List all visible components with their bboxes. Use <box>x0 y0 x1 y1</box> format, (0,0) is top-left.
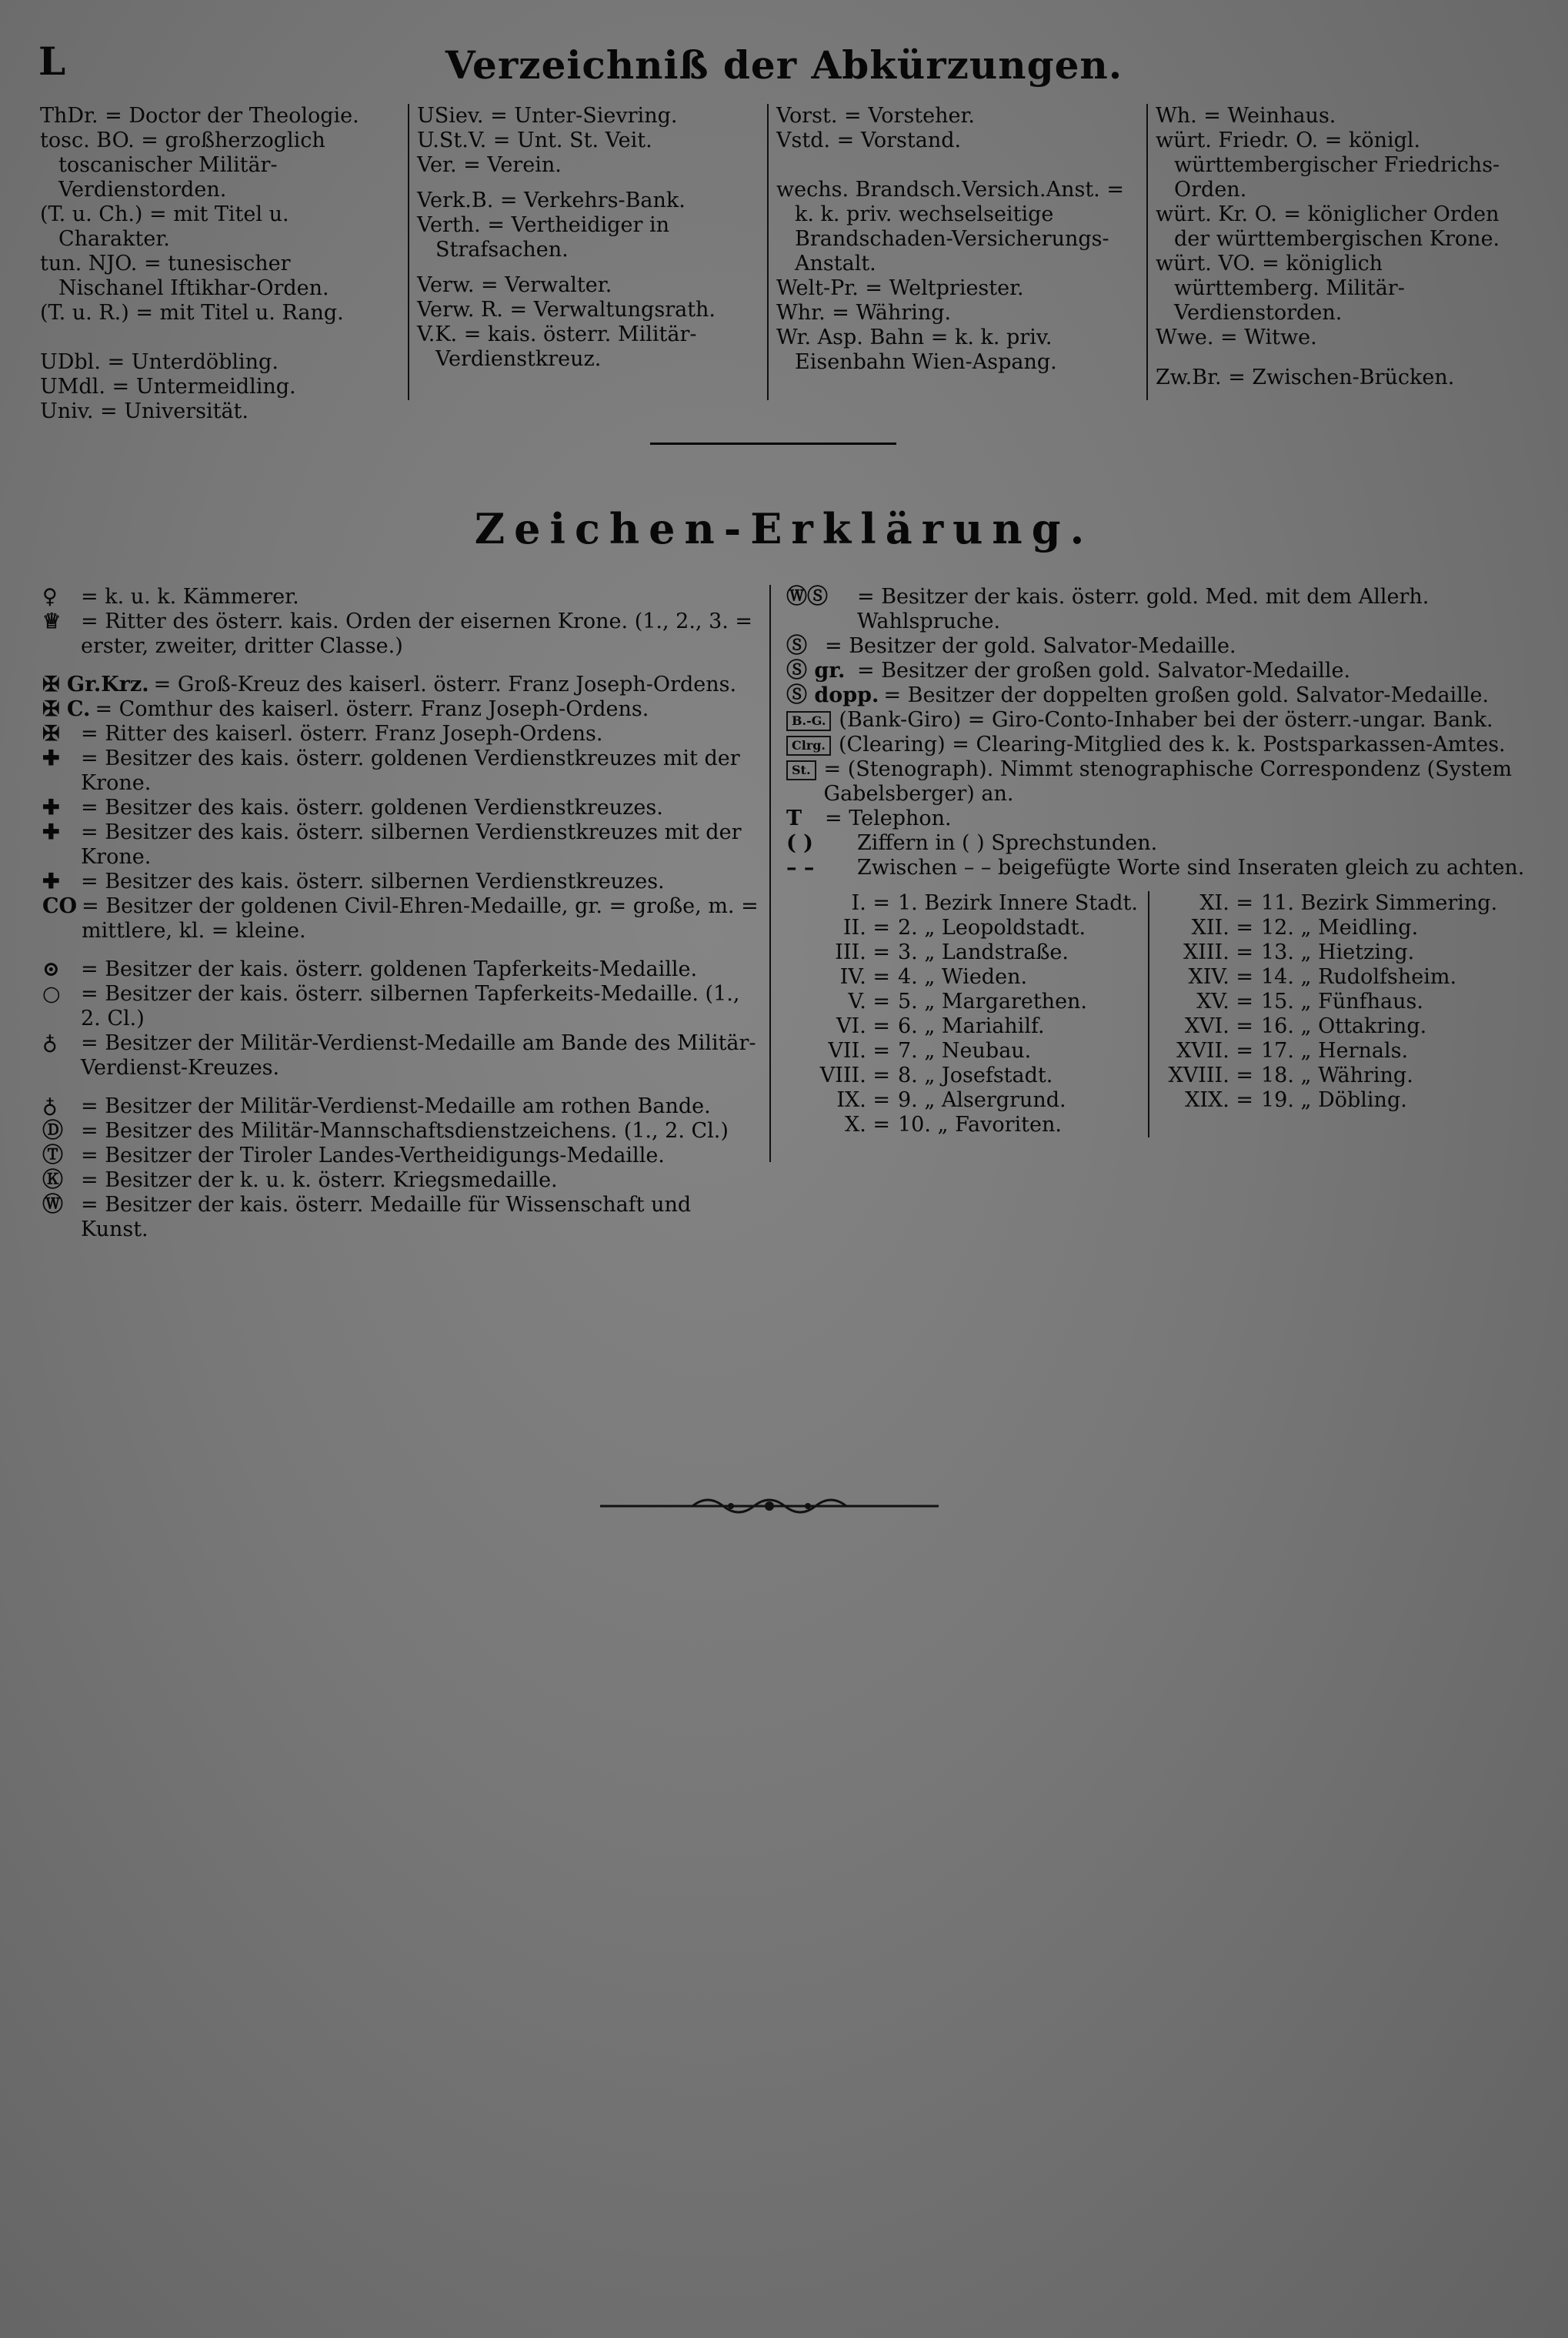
district-row: II. = 2. „ Leopoldstadt. <box>842 916 1086 940</box>
bravery-medal-icon: ○ <box>42 982 61 1006</box>
order-cross-icon: ✠ Gr.Krz. <box>42 673 149 696</box>
abbr-entry: Verth. = Vertheidiger in Strafsachen. <box>417 213 669 262</box>
stenograph-icon: St. <box>786 760 816 780</box>
military-medal-icon: ♁ <box>42 1094 58 1118</box>
sign-entry: ♀ = k. u. k. Kämmerer. <box>42 585 299 609</box>
sign-entry: Ⓦ = Besitzer der kais. österr. Medaille für Wissenschaft und Kunst. <box>42 1193 692 1241</box>
war-medal-icon: Ⓚ <box>42 1168 63 1192</box>
sign-entry: St. = (Stenograph). Nimmt stenographische Correspondenz (System Gabelsberger) an. <box>786 757 1531 807</box>
merit-cross-icon: ✚ <box>42 870 60 893</box>
district-row: VII. = 7. „ Neubau. <box>828 1039 1032 1063</box>
science-medal-icon: Ⓦ <box>42 1193 63 1217</box>
salvator-medal-icon: Ⓢ gr. <box>786 659 846 683</box>
signs-title: Zeichen-Erklärung. <box>474 504 1094 553</box>
sign-entry: ✚ = Besitzer des kais. österr. goldenen Verdienstkreuzes. <box>42 796 663 820</box>
ornament-divider <box>600 1489 939 1528</box>
district-row: I. = 1. Bezirk Innere Stadt. <box>851 891 1138 915</box>
district-row: XV. = 15. „ Fünfhaus. <box>1196 990 1423 1014</box>
sign-entry: Ⓚ = Besitzer der k. u. k. österr. Kriegsmedaille. <box>42 1168 558 1192</box>
sign-entry: ( ) Ziffern in ( ) Sprechstunden. <box>786 831 1158 855</box>
abbreviations-title: Verzeichniß der Abkürzungen. <box>445 42 1123 88</box>
district-row: XVIII. = 18. „ Währing. <box>1168 1064 1413 1087</box>
tyrol-medal-icon: Ⓣ <box>42 1144 63 1167</box>
abbr-entry: würt. Kr. O. = königlicher Orden der württembergischen Krone. <box>1156 202 1500 251</box>
abbr-column-2 <box>408 104 762 400</box>
abbr-entry: Wr. Asp. Bahn = k. k. priv. Eisenbahn Wien-Aspang. <box>776 326 1057 374</box>
district-list <box>786 891 1531 1137</box>
sign-entry: ♁ = Besitzer der Militär-Verdienst-Medaille am Bande des Militär-Verdienst-Kreuzes. <box>42 1031 756 1080</box>
abbr-entry: würt. VO. = königlich württemberg. Militär-Verdienstorden. <box>1156 252 1405 325</box>
abbr-column-3 <box>767 104 1140 400</box>
merit-cross-icon: ✚ <box>42 746 60 770</box>
motto-medal-icon: ⓌⓈ <box>786 585 828 609</box>
service-badge-icon: Ⓓ <box>42 1119 63 1143</box>
abbr-entry: Vorst. = Vorsteher. <box>776 104 976 128</box>
abbr-entry: V.K. = kais. österr. Militär-Verdienstkreuz. <box>417 322 697 371</box>
telephone-icon: T <box>786 807 802 830</box>
bank-giro-icon: B.-G. <box>786 711 831 731</box>
sign-entry: CO = Besitzer der goldenen Civil-Ehren-Medaille, gr. = große, m. = mittlere, kl. = kleine. <box>42 894 759 943</box>
sign-entry: Clrg. (Clearing) = Clearing-Mitglied des k. k. Postsparkassen-Amtes. <box>786 733 1531 757</box>
abbr-entry: würt. Friedr. O. = königl. württembergischer Friedrichs-Orden. <box>1156 129 1500 202</box>
merit-cross-icon: ✚ <box>42 820 60 844</box>
order-cross-icon: ✠ C. <box>42 697 91 721</box>
abbr-entry: tun. NJO. = tunesischer Nischanel Iftikhar-Orden. <box>40 252 329 300</box>
abbr-entry: Ver. = Verein. <box>417 153 562 177</box>
district-row: IV. = 4. „ Wieden. <box>839 965 1028 989</box>
sign-entry: ✠ Gr.Krz. = Groß-Kreuz des kaiserl. österr. Franz Joseph-Ordens. <box>42 673 737 696</box>
order-cross-icon: ✠ <box>42 722 60 746</box>
sign-entry: – – Zwischen – – beigefügte Worte sind Inseraten gleich zu achten. <box>786 856 1525 880</box>
bravery-medal-icon: ⊙ <box>42 957 60 981</box>
sign-entry: Ⓢ dopp. = Besitzer der doppelten großen gold. Salvator-Medaille. <box>786 683 1490 707</box>
abbr-entry: UDbl. = Unterdöbling. <box>40 350 279 374</box>
sign-entry: ♕ = Ritter des österr. kais. Orden der eisernen Krone. (1., 2., 3. = erster, zweiter, dritter Classe.) <box>42 610 753 658</box>
abbr-column-4 <box>1146 104 1523 400</box>
sign-entry: Ⓣ = Besitzer der Tiroler Landes-Vertheidigungs-Medaille. <box>42 1144 665 1167</box>
sign-entry: ♁ = Besitzer der Militär-Verdienst-Medaille am rothen Bande. <box>42 1094 711 1118</box>
signs-left-column <box>42 585 762 1242</box>
district-column-right <box>1149 891 1511 1137</box>
merit-cross-icon: ✚ <box>42 796 60 820</box>
abbr-entry: tosc. BO. = großherzoglich toscanischer Militär-Verdienstorden. <box>40 129 325 202</box>
district-row: XIV. = 14. „ Rudolfsheim. <box>1188 965 1457 989</box>
abbr-entry: (T. u. Ch.) = mit Titel u. Charakter. <box>40 202 289 251</box>
sign-entry: Ⓢ gr. = Besitzer der großen gold. Salvator-Medaille. <box>786 659 1351 683</box>
signs-right-column <box>769 585 1531 1162</box>
sign-entry: ○ = Besitzer der kais. österr. silbernen Tapferkeits-Medaille. (1., 2. Cl.) <box>42 982 740 1030</box>
sign-entry: T = Telephon. <box>786 807 952 830</box>
abbr-entry: Verw. = Verwalter. <box>417 273 612 297</box>
sign-entry: Ⓢ = Besitzer der gold. Salvator-Medaille. <box>786 634 1236 658</box>
abbreviations-columns <box>40 104 1521 423</box>
parentheses-icon: ( ) <box>786 831 813 855</box>
district-row: XVI. = 16. „ Ottakring. <box>1184 1014 1427 1038</box>
abbr-entry: Univ. = Universität. <box>40 399 249 423</box>
district-row: XVII. = 17. „ Hernals. <box>1176 1039 1409 1063</box>
district-row: VIII. = 8. „ Josefstadt. <box>819 1064 1053 1087</box>
district-row: III. = 3. „ Landstraße. <box>835 940 1069 964</box>
clearing-icon: Clrg. <box>786 736 831 756</box>
civil-medal-icon: CO <box>42 894 78 918</box>
abbr-entry: Whr. = Währing. <box>776 301 952 325</box>
district-row: XIII. = 13. „ Hietzing. <box>1183 940 1415 964</box>
sign-entry: ✚ = Besitzer des kais. österr. silbernen Verdienstkreuzes. <box>42 870 665 893</box>
abbr-entry: USiev. = Unter-Sievring. <box>417 104 678 128</box>
abbr-entry: Zw.Br. = Zwischen-Brücken. <box>1156 366 1455 389</box>
district-row: V. = 5. „ Margarethen. <box>848 990 1088 1014</box>
salvator-medal-icon: Ⓢ <box>786 634 807 658</box>
dash-icon: – – <box>786 856 815 880</box>
page-letter: L <box>38 38 66 84</box>
district-row: IX. = 9. „ Alsergrund. <box>836 1088 1066 1112</box>
chamberlain-key-icon: ♀ <box>42 585 58 609</box>
district-row: XIX. = 19. „ Döbling. <box>1185 1088 1407 1112</box>
abbr-entry: Verw. R. = Verwaltungsrath. <box>417 298 716 322</box>
sign-entry: B.-G. (Bank-Giro) = Giro-Conto-Inhaber bei der österr.-ungar. Bank. <box>786 708 1531 733</box>
abbr-entry: Vstd. = Vorstand. <box>776 129 962 152</box>
abbr-entry: Wwe. = Witwe. <box>1156 326 1317 349</box>
iron-crown-icon: ♕ <box>42 610 62 633</box>
sign-entry: ✠ C. = Comthur des kaiserl. österr. Franz Joseph-Ordens. <box>42 697 649 721</box>
abbr-entry: (T. u. R.) = mit Titel u. Rang. <box>40 301 344 325</box>
salvator-medal-icon: Ⓢ dopp. <box>786 683 879 707</box>
district-row: XI. = 11. Bezirk Simmering. <box>1199 891 1498 915</box>
sign-entry: ✚ = Besitzer des kais. österr. silbernen Verdienstkreuzes mit der Krone. <box>42 820 742 869</box>
abbr-entry: Wh. = Weinhaus. <box>1156 104 1336 128</box>
abbr-entry: wechs. Brandsch.Versich.Anst. = k. k. priv. wechselseitige Brandschaden-Versicherungs-Anstalt. <box>776 178 1124 276</box>
abbr-entry: UMdl. = Untermeidling. <box>40 375 296 399</box>
sign-entry: ✠ = Ritter des kaiserl. österr. Franz Joseph-Ordens. <box>42 722 603 746</box>
section-divider <box>650 443 896 445</box>
abbr-entry: Welt-Pr. = Weltpriester. <box>776 276 1024 300</box>
district-column-left <box>786 891 1149 1137</box>
military-medal-icon: ♁ <box>42 1031 58 1055</box>
sign-entry: ⊙ = Besitzer der kais. österr. goldenen Tapferkeits-Medaille. <box>42 957 698 981</box>
district-row: VI. = 6. „ Mariahilf. <box>836 1014 1045 1038</box>
abbr-entry: Verk.B. = Verkehrs-Bank. <box>417 189 686 212</box>
abbr-column-1 <box>40 104 402 423</box>
sign-entry: ⓌⓈ = Besitzer der kais. österr. gold. Med. mit dem Allerh. Wahlspruche. <box>786 585 1430 633</box>
abbr-entry: ThDr. = Doctor der Theologie. <box>40 104 359 128</box>
district-row: X. = 10. „ Favoriten. <box>844 1113 1062 1137</box>
abbr-entry: U.St.V. = Unt. St. Veit. <box>417 129 652 152</box>
sign-entry: Ⓓ = Besitzer des Militär-Mannschaftsdienstzeichens. (1., 2. Cl.) <box>42 1119 729 1143</box>
district-row: XII. = 12. „ Meidling. <box>1191 916 1419 940</box>
sign-entry: ✚ = Besitzer des kais. österr. goldenen Verdienstkreuzes mit der Krone. <box>42 746 740 795</box>
